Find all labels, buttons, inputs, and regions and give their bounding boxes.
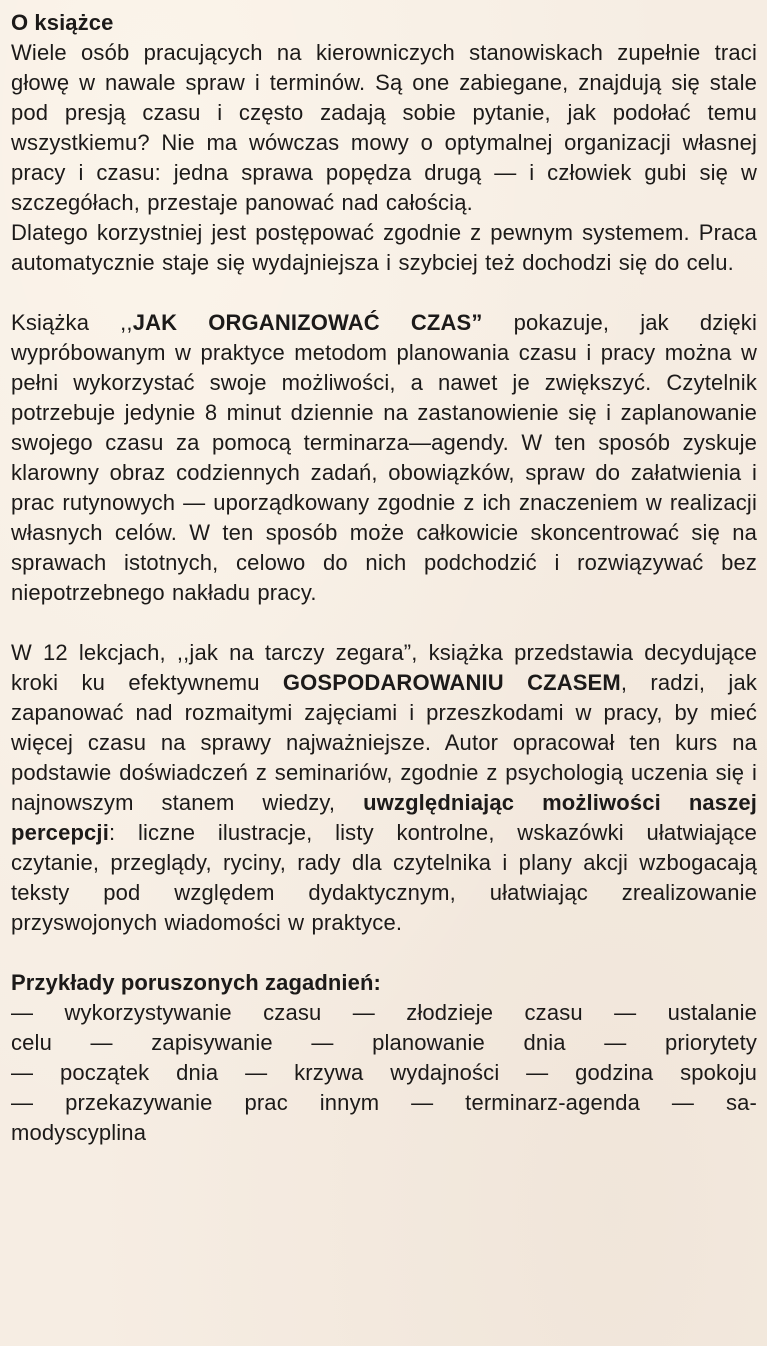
paragraph-lessons-part3: : liczne ilustracje, listy kontrolne, wskazówki ułatwiające czytanie, przeglądy, ryciny, rady dla czytelnika i plany akcji wzbogacają teksty pod względem dydaktycznym, ułatwiając zrealizowanie przyswojonych wiadomości w praktyce. <box>11 820 757 935</box>
paragraph-gap <box>11 278 757 308</box>
paragraph-book-title-lead: Książka ,, <box>11 310 133 335</box>
paragraph-gap <box>11 938 757 968</box>
topic-line: — wykorzystywanie czasu — złodzieje czasu — ustalanie <box>11 1000 757 1025</box>
topics-heading: Przykłady poruszonych zagadnień: <box>11 970 381 995</box>
topic-line: — początek dnia — krzywa wydajności — godzina spokoju <box>11 1060 757 1085</box>
paragraph-intro: Wiele osób pracujących na kierowniczych stanowiskach zupełnie traci głowę w nawale spraw i terminów. Są one zabiegane, znajdują się stale pod presją czasu i często zadają sobie pytanie, jak podołać temu wszystkiemu? Nie ma wówczas mowy o optymalnej organizacji własnej pracy i czasu: jedna sprawa popędza drugą — i człowiek gubi się w szczegółach, przestaje panować nad całością. <box>11 40 757 215</box>
topic-line: — przekazywanie prac innym — terminarz-agenda — sa- <box>11 1090 757 1115</box>
paragraph-gap <box>11 608 757 638</box>
perception-emphasis: uwzględniając możliwości naszej percepcji <box>11 790 757 845</box>
paragraph-lessons-part1: W 12 lekcjach, ,,jak na tarczy zegara”, książka przedstawia decydujące kroki ku efektywnemu <box>11 640 757 695</box>
topics-section <box>11 968 757 1148</box>
book-title-emphasis: JAK ORGANIZOWAĆ CZAS” <box>132 310 483 335</box>
paragraph-lessons-part2: , radzi, jak zapanować nad rozmaitymi zajęciami i przeszkodami w pracy, by mieć więcej czasu na sprawy najważniejsze. Autor opracował ten kurs na podstawie doświadczeń z seminariów, zgodnie z psychologią uczenia się i najnowszym stanem wiedzy, <box>11 670 757 815</box>
topic-line: celu — zapisywanie — planowanie dnia — priorytety <box>11 1030 757 1055</box>
section-heading: O książce <box>11 10 114 35</box>
paragraph-system: Dlatego korzystniej jest postępować zgodnie z pewnym systemem. Praca automatycznie staje się wydajniejsza i szybciej też dochodzi się do celu. <box>11 220 757 275</box>
paragraph-book-title-body: pokazuje, jak dzięki wypróbowanym w praktyce metodom planowania czasu i pracy można w pełni wykorzystać swoje możliwości, a nawet je zwiększyć. Czytelnik potrzebuje jedynie 8 minut dziennie na zastanowienie się i zaplanowanie swojego czasu za pomocą terminarza—agendy. W ten sposób zyskuje klarowny obraz codziennych zadań, obowiązków, spraw do załatwienia i prac rutynowych — uporządkowany zgodnie z ich znaczeniem w realizacji własnych celów. W ten sposób może całkowicie skoncentrować się na sprawach istotnych, celowo do nich podchodzić i rozwiązywać bez niepotrzebnego nakładu pracy. <box>11 310 757 605</box>
paragraph-lessons <box>11 638 757 938</box>
paragraph-book-title <box>11 308 757 608</box>
topic-line: modyscyplina <box>11 1120 147 1145</box>
time-management-emphasis: GOSPODAROWANIU CZASEM <box>282 670 621 695</box>
